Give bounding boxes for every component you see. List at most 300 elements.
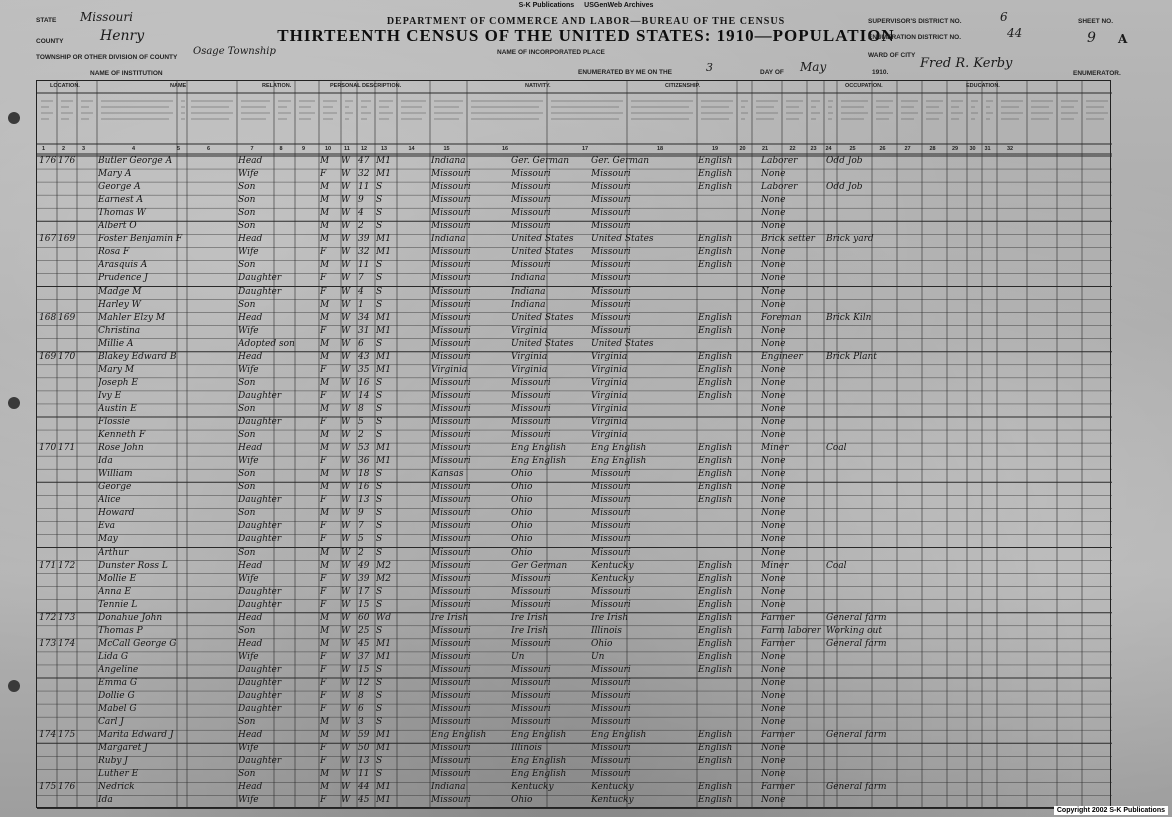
birthplace: Indiana <box>431 156 466 166</box>
person-name: Emma G <box>98 678 138 688</box>
binding-hole <box>8 112 20 124</box>
industry: General farm <box>826 730 887 741</box>
sex: F <box>320 286 327 297</box>
sex: M <box>320 208 330 219</box>
family-number <box>58 390 76 403</box>
person-name: Prudence J <box>98 273 148 284</box>
relation: Son <box>238 547 256 558</box>
dwelling-number: 173 <box>39 638 57 649</box>
sex: F <box>320 704 327 715</box>
age: 15 <box>358 599 370 610</box>
person-name: Butler George A <box>98 156 173 166</box>
marital-status: M2 <box>376 560 391 571</box>
relation: Wife <box>238 456 259 467</box>
father-birthplace: Eng English <box>511 730 567 741</box>
trade: None <box>761 247 786 258</box>
mother-birthplace: Virginia <box>591 351 628 362</box>
trade: Farm laborer <box>761 625 821 636</box>
marital-status: S <box>376 221 383 232</box>
industry <box>826 690 896 703</box>
person-name: Harley W <box>98 299 141 310</box>
family-number <box>58 286 76 299</box>
ward-label: WARD OF CITY <box>868 52 916 59</box>
industry <box>826 573 896 586</box>
census-row <box>36 181 1111 194</box>
person-name: Angeline <box>98 664 139 675</box>
township-label: TOWNSHIP OR OTHER DIVISION OF COUNTY <box>36 54 178 61</box>
race: W <box>341 730 351 741</box>
language: English <box>698 664 733 675</box>
trade: None <box>761 273 786 284</box>
marital-status: S <box>376 508 383 519</box>
birthplace: Missouri <box>431 417 471 427</box>
race: W <box>341 351 351 362</box>
relation: Head <box>238 156 263 166</box>
age: 35 <box>358 364 370 375</box>
relation: Daughter <box>238 599 282 610</box>
dwelling-number <box>39 272 57 285</box>
dwelling-number <box>39 742 57 755</box>
birthplace: Missouri <box>431 599 471 610</box>
race: W <box>341 573 351 584</box>
language: English <box>698 612 733 623</box>
father-birthplace: Ohio <box>511 469 533 480</box>
race: W <box>341 403 351 414</box>
marital-status: S <box>376 521 383 532</box>
race: W <box>341 508 351 519</box>
census-row <box>36 586 1111 599</box>
race: W <box>341 312 351 323</box>
census-row <box>36 429 1111 442</box>
industry <box>826 220 896 233</box>
mother-birthplace: Missouri <box>591 704 631 715</box>
trade: Laborer <box>761 182 798 193</box>
family-number <box>58 755 76 768</box>
age: 1 <box>358 299 364 310</box>
industry <box>826 390 896 403</box>
trade: None <box>761 299 786 310</box>
family-number <box>58 573 76 586</box>
person-name: Tennie L <box>98 599 138 610</box>
census-row <box>36 325 1111 338</box>
marital-status: Wd <box>376 612 392 623</box>
binding-hole <box>8 397 20 409</box>
sex: M <box>320 508 330 519</box>
relation: Daughter <box>238 691 282 702</box>
race: W <box>341 390 351 401</box>
language: English <box>698 247 733 258</box>
marital-status: M1 <box>376 325 391 336</box>
language <box>698 207 758 220</box>
relation: Son <box>238 469 256 480</box>
dwelling-number <box>39 547 57 560</box>
language <box>698 299 758 312</box>
race: W <box>341 377 351 388</box>
relation: Daughter <box>238 678 282 688</box>
father-birthplace: Missouri <box>511 417 551 427</box>
column-number: 15 <box>443 146 450 152</box>
race: W <box>341 208 351 219</box>
census-row <box>36 507 1111 520</box>
relation: Head <box>238 443 263 454</box>
person-name: Mahler Elzy M <box>98 312 166 323</box>
column-number: 31 <box>984 146 991 152</box>
industry <box>826 494 896 507</box>
enumerated-day: 3 <box>706 61 713 74</box>
relation: Wife <box>238 247 259 258</box>
age: 43 <box>358 351 370 362</box>
trade: Miner <box>761 560 789 571</box>
relation: Son <box>238 508 256 519</box>
language: English <box>698 782 733 793</box>
trade: None <box>761 195 786 206</box>
person-name: Mary M <box>98 364 135 375</box>
birthplace: Missouri <box>431 547 471 558</box>
father-birthplace: Missouri <box>511 377 551 388</box>
sex: F <box>320 417 327 427</box>
trade: None <box>761 325 786 336</box>
trade: None <box>761 430 786 441</box>
marital-status: S <box>376 286 383 297</box>
relation: Daughter <box>238 495 282 506</box>
language <box>698 768 758 781</box>
column-number: 1 <box>42 146 46 152</box>
family-number: 171 <box>58 443 76 454</box>
marital-status: M1 <box>376 456 391 467</box>
father-birthplace: Ger. German <box>511 156 570 166</box>
column-number: 30 <box>969 146 976 152</box>
birthplace: Missouri <box>431 625 471 636</box>
state-label: STATE <box>36 17 57 24</box>
dwelling-number <box>39 194 57 207</box>
mother-birthplace: Missouri <box>591 534 631 545</box>
race: W <box>341 325 351 336</box>
column-number: 13 <box>381 146 388 152</box>
industry <box>826 664 896 677</box>
relation: Son <box>238 221 256 232</box>
census-row <box>36 729 1111 742</box>
sex: M <box>320 182 330 193</box>
dwelling-number <box>39 481 57 494</box>
relation: Son <box>238 482 256 493</box>
birthplace: Missouri <box>431 430 471 441</box>
age: 32 <box>358 169 370 180</box>
state-value: Missouri <box>80 10 133 24</box>
birthplace: Virginia <box>431 364 468 375</box>
marital-status: S <box>376 299 383 310</box>
mother-birthplace: Missouri <box>591 208 631 219</box>
census-row <box>36 168 1111 181</box>
family-number: 169 <box>58 312 76 323</box>
marital-status: M1 <box>376 247 391 258</box>
father-birthplace: Missouri <box>511 678 551 688</box>
person-name: Dollie G <box>98 691 135 702</box>
father-birthplace: Ohio <box>511 547 533 558</box>
mother-birthplace: Missouri <box>591 743 631 754</box>
father-birthplace: Missouri <box>511 182 551 193</box>
trade: None <box>761 717 786 728</box>
birthplace: Missouri <box>431 638 471 649</box>
person-name: Kenneth F <box>98 430 146 441</box>
father-birthplace: Ohio <box>511 482 533 493</box>
relation: Head <box>238 234 263 245</box>
age: 36 <box>358 456 370 467</box>
trade: None <box>761 390 786 401</box>
sex: M <box>320 299 330 310</box>
marital-status: M1 <box>376 364 391 375</box>
language: English <box>698 312 733 323</box>
industry <box>826 325 896 338</box>
person-name: Marita Edward J <box>98 730 174 741</box>
person-name: Margaret J <box>98 743 148 754</box>
birthplace: Missouri <box>431 795 471 806</box>
year-label: 1910. <box>872 69 889 76</box>
race: W <box>341 625 351 636</box>
person-name: Arasquis A <box>98 260 148 271</box>
birthplace: Missouri <box>431 456 471 467</box>
language <box>698 220 758 233</box>
column-number: 2 <box>62 146 66 152</box>
dwelling-number <box>39 220 57 233</box>
birthplace: Missouri <box>431 377 471 388</box>
industry <box>826 259 896 272</box>
person-name: Ida <box>98 456 113 467</box>
trade: None <box>761 403 786 414</box>
marital-status: S <box>376 195 383 206</box>
trade: None <box>761 508 786 519</box>
relation: Head <box>238 351 263 362</box>
dwelling-number <box>39 677 57 690</box>
dwelling-number: 169 <box>39 351 57 362</box>
language: English <box>698 599 733 610</box>
mother-birthplace: Illinois <box>591 625 622 636</box>
father-birthplace: Indiana <box>511 273 546 284</box>
trade: Farmer <box>761 730 795 741</box>
column-number: 18 <box>657 146 664 152</box>
race: W <box>341 638 351 649</box>
marital-status: S <box>376 417 383 427</box>
sex: F <box>320 364 327 375</box>
sex: F <box>320 664 327 675</box>
language <box>698 403 758 416</box>
dwelling-number <box>39 286 57 299</box>
language <box>698 703 758 716</box>
mother-birthplace: Missouri <box>591 586 631 597</box>
census-row <box>36 664 1111 677</box>
relation: Son <box>238 625 256 636</box>
sex: M <box>320 717 330 728</box>
birthplace: Missouri <box>431 221 471 232</box>
sex: M <box>320 260 330 271</box>
column-number: 25 <box>849 146 856 152</box>
relation: Daughter <box>238 534 282 545</box>
mother-birthplace: Missouri <box>591 599 631 610</box>
sex: M <box>320 430 330 441</box>
dwelling-number <box>39 625 57 638</box>
dwelling-number <box>39 573 57 586</box>
person-name: Austin E <box>98 403 137 414</box>
census-row <box>36 625 1111 638</box>
marital-status: M1 <box>376 169 391 180</box>
family-number <box>58 181 76 194</box>
language: English <box>698 169 733 180</box>
census-row <box>36 703 1111 716</box>
mother-birthplace: Virginia <box>591 390 628 401</box>
sex: F <box>320 273 327 284</box>
race: W <box>341 169 351 180</box>
census-row <box>36 481 1111 494</box>
mother-birthplace: Virginia <box>591 403 628 414</box>
industry <box>826 246 896 259</box>
trade: None <box>761 417 786 427</box>
language <box>698 533 758 546</box>
family-number <box>58 703 76 716</box>
relation: Son <box>238 717 256 728</box>
industry: General farm <box>826 638 887 649</box>
mother-birthplace: Missouri <box>591 247 631 258</box>
marital-status: M1 <box>376 743 391 754</box>
dwelling-number <box>39 207 57 220</box>
industry <box>826 286 896 299</box>
industry <box>826 651 896 664</box>
person-name: Carl J <box>98 717 124 728</box>
census-row <box>36 455 1111 468</box>
dwelling-number <box>39 533 57 546</box>
marital-status: S <box>376 482 383 493</box>
language: English <box>698 456 733 467</box>
census-row <box>36 612 1111 625</box>
race: W <box>341 247 351 258</box>
person-name: Joseph E <box>98 377 138 388</box>
trade: None <box>761 338 786 349</box>
trade: None <box>761 795 786 806</box>
relation: Head <box>238 730 263 741</box>
family-number: 172 <box>58 560 76 571</box>
birthplace: Ire Irish <box>431 612 469 623</box>
person-name: Rosa F <box>98 247 130 258</box>
marital-status: S <box>376 678 383 688</box>
person-name: Thomas P <box>98 625 143 636</box>
relation: Daughter <box>238 286 282 297</box>
industry: Brick Kiln <box>826 312 872 323</box>
person-name: May <box>98 534 118 545</box>
industry: General farm <box>826 612 887 623</box>
trade: None <box>761 586 786 597</box>
marital-status: S <box>376 260 383 271</box>
family-number <box>58 625 76 638</box>
column-number: 29 <box>952 146 959 152</box>
language: English <box>698 756 733 767</box>
age: 5 <box>358 417 364 427</box>
race: W <box>341 482 351 493</box>
census-row <box>36 272 1111 285</box>
sex: F <box>320 390 327 401</box>
trade: None <box>761 691 786 702</box>
day-of-label: DAY OF <box>760 69 784 76</box>
sex: M <box>320 377 330 388</box>
marital-status: S <box>376 430 383 441</box>
family-number <box>58 664 76 677</box>
census-row <box>36 299 1111 312</box>
family-number <box>58 338 76 351</box>
mother-birthplace: Missouri <box>591 521 631 532</box>
industry <box>826 481 896 494</box>
industry <box>826 416 896 429</box>
family-number: 176 <box>58 782 76 793</box>
census-title: THIRTEENTH CENSUS OF THE UNITED STATES: 1910—POPULATION <box>277 26 895 45</box>
industry <box>826 677 896 690</box>
census-row <box>36 742 1111 755</box>
group-nativity: NATIVITY. <box>525 83 551 89</box>
group-location: LOCATION. <box>50 83 80 89</box>
relation: Son <box>238 208 256 219</box>
sex: M <box>320 782 330 793</box>
person-name: Ruby J <box>98 756 128 767</box>
language: English <box>698 586 733 597</box>
marital-status: S <box>376 625 383 636</box>
age: 34 <box>358 312 370 323</box>
race: W <box>341 560 351 571</box>
person-name: Luther E <box>98 769 139 780</box>
age: 8 <box>358 691 364 702</box>
age: 50 <box>358 743 370 754</box>
birthplace: Missouri <box>431 717 471 728</box>
mother-birthplace: Missouri <box>591 717 631 728</box>
age: 13 <box>358 756 370 767</box>
mother-birthplace: United States <box>591 338 654 349</box>
marital-status: M1 <box>376 312 391 323</box>
family-number <box>58 325 76 338</box>
industry <box>826 207 896 220</box>
language <box>698 677 758 690</box>
race: W <box>341 338 351 349</box>
mother-birthplace: Virginia <box>591 430 628 441</box>
language <box>698 507 758 520</box>
age: 25 <box>358 625 370 636</box>
family-number <box>58 677 76 690</box>
relation: Wife <box>238 573 259 584</box>
dwelling-number <box>39 690 57 703</box>
father-birthplace: Missouri <box>511 599 551 610</box>
industry <box>826 468 896 481</box>
dwelling-number <box>39 259 57 272</box>
column-number: 10 <box>325 146 332 152</box>
age: 9 <box>358 195 364 206</box>
age: 60 <box>358 612 370 623</box>
mother-birthplace: Missouri <box>591 495 631 506</box>
birthplace: Missouri <box>431 534 471 545</box>
person-name: Millie A <box>98 338 134 349</box>
relation: Son <box>238 299 256 310</box>
mother-birthplace: Missouri <box>591 664 631 675</box>
dwelling-number <box>39 716 57 729</box>
language <box>698 429 758 442</box>
family-number <box>58 416 76 429</box>
column-number: 3 <box>82 146 86 152</box>
enumerated-label: ENUMERATED BY ME ON THE <box>578 69 673 76</box>
language: English <box>698 364 733 375</box>
relation: Wife <box>238 795 259 806</box>
race: W <box>341 743 351 754</box>
race: W <box>341 495 351 506</box>
census-row <box>36 246 1111 259</box>
person-name: Thomas W <box>98 208 146 219</box>
father-birthplace: Missouri <box>511 195 551 206</box>
age: 5 <box>358 534 364 545</box>
relation: Daughter <box>238 756 282 767</box>
sex: F <box>320 586 327 597</box>
trade: None <box>761 534 786 545</box>
